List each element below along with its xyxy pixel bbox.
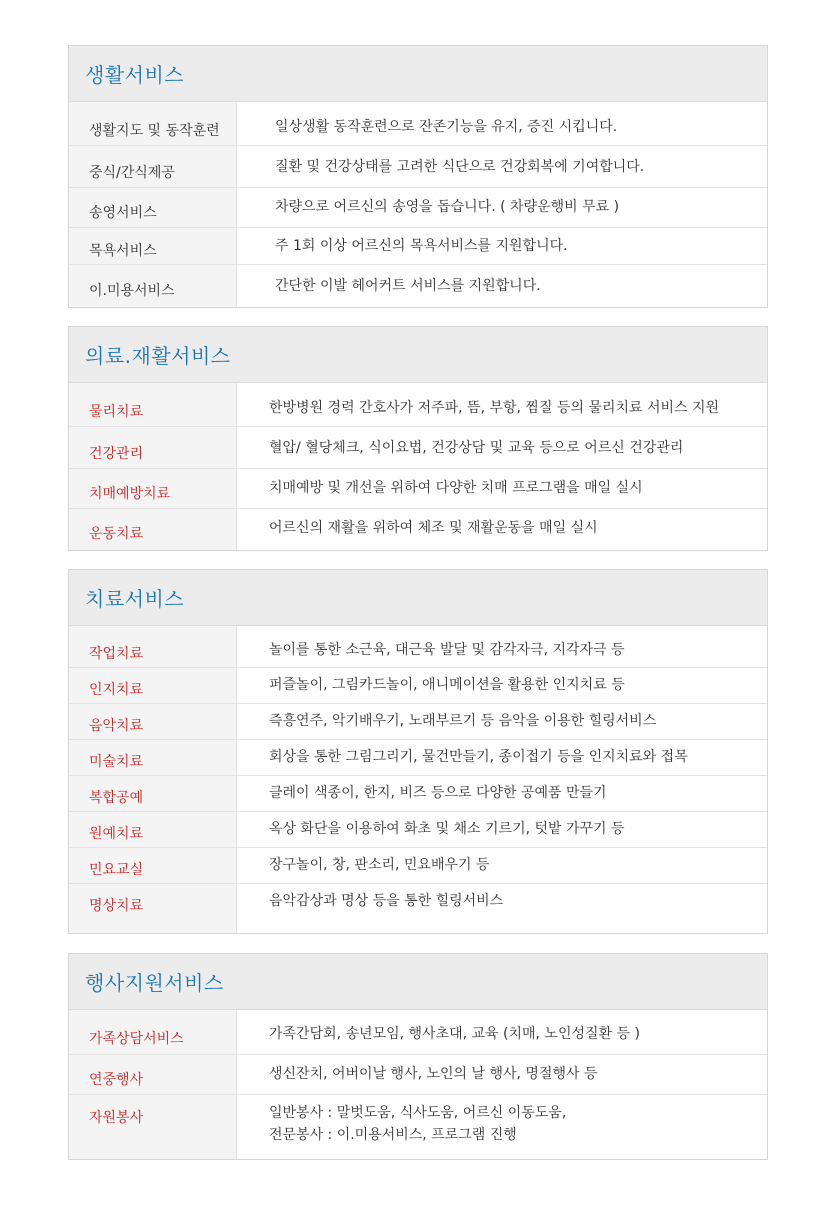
section-title: 의료.재활서비스 [85,344,231,368]
row-description: 어르신의 재활을 위하여 체조 및 재활운동을 매일 실시 [269,520,598,536]
section-title: 생활서비스 [85,63,185,87]
table-row [69,146,767,188]
row-description: 장구놀이, 창, 판소리, 민요배우기 등 [269,857,490,873]
row-description: 간단한 이발 헤어커트 서비스를 지원합니다. [275,278,541,294]
row-description: 한방병원 경력 간호사가 저주파, 뜸, 부항, 찜질 등의 물리치료 서비스 지원 [269,400,720,416]
section-header [69,954,767,1010]
table-row [69,102,767,146]
row-description: 차량으로 어르신의 송영을 돕습니다. ( 차량운행비 무료 ) [275,199,620,215]
row-label: 인지치료 [69,668,237,703]
table-row [69,265,767,307]
section-title: 행사지원서비스 [85,971,224,995]
table-row [69,884,767,933]
table-row [69,1055,767,1095]
row-description: 가족간담회, 송년모임, 행사초대, 교육 (치매, 노인성질환 등 ) [269,1026,640,1042]
section-therapy-services [68,569,768,934]
row-label: 자원봉사 [69,1095,237,1159]
row-label: 물리치료 [69,383,237,426]
table-row [69,509,767,550]
row-description: 질환 및 건강상태를 고려한 식단으로 건강회복에 기여합니다. [275,159,645,175]
row-description: 치매예방 및 개선을 위하여 다양한 치매 프로그램을 매일 실시 [269,480,643,496]
row-label: 운동치료 [69,509,237,550]
section-header [69,327,767,383]
row-description: 일반봉사 : 말벗도움, 식사도움, 어르신 이동도움, 전문봉사 : 이.미용서비스, 프로그램 진행 [269,1105,567,1143]
row-label: 치매예방치료 [69,469,237,508]
row-label: 미술치료 [69,740,237,775]
table-row [69,188,767,228]
row-description: 주 1회 이상 어르신의 목욕서비스를 지원합니다. [275,238,568,254]
row-description: 음악감상과 명상 등을 통한 힐링서비스 [269,893,504,909]
table-row [69,469,767,509]
row-label: 원예치료 [69,812,237,847]
row-description: 회상을 통한 그림그리기, 물건만들기, 종이접기 등을 인지치료와 접목 [269,749,688,765]
row-description: 퍼즐놀이, 그림카드놀이, 애니메이션을 활용한 인지치료 등 [269,677,625,693]
table-row [69,776,767,812]
table-row [69,740,767,776]
table-row [69,427,767,469]
table-row [69,1095,767,1159]
row-label: 민요교실 [69,848,237,883]
row-description: 생신잔치, 어버이날 행사, 노인의 날 행사, 명절행사 등 [269,1066,598,1082]
row-description: 즉흥연주, 악기배우기, 노래부르기 등 음악을 이용한 힐링서비스 [269,713,657,729]
row-description: 클레이 색종이, 한지, 비즈 등으로 다양한 공예품 만들기 [269,785,607,801]
row-label: 생활지도 및 동작훈련 [69,102,237,145]
row-label: 연중행사 [69,1055,237,1094]
section-medical-rehab-services [68,326,768,551]
section-header [69,46,767,102]
table-row [69,228,767,265]
row-description: 놀이를 통한 소근육, 대근육 발달 및 감각자극, 지각자극 등 [269,642,625,658]
row-description: 옥상 화단을 이용하여 화초 및 채소 기르기, 텃밭 가꾸기 등 [269,821,625,837]
section-title: 치료서비스 [85,587,185,611]
row-label: 건강관리 [69,427,237,468]
section-living-services [68,45,768,308]
table-row [69,704,767,740]
table-row [69,383,767,427]
section-header [69,570,767,626]
row-label: 작업치료 [69,626,237,667]
table-row [69,812,767,848]
row-label: 중식/간식제공 [69,146,237,187]
table-row [69,668,767,704]
table-row [69,626,767,668]
row-label: 송영서비스 [69,188,237,227]
table-row [69,848,767,884]
row-label: 음악치료 [69,704,237,739]
row-label: 가족상담서비스 [69,1010,237,1054]
row-label: 목욕서비스 [69,228,237,264]
row-label: 명상치료 [69,884,237,933]
row-description: 일상생활 동작훈련으로 잔존기능을 유지, 증진 시킵니다. [275,119,618,135]
row-label: 복합공예 [69,776,237,811]
section-event-support-services [68,953,768,1160]
row-label: 이.미용서비스 [69,265,237,307]
table-row [69,1010,767,1055]
row-description: 혈압/ 혈당체크, 식이요법, 건강상담 및 교육 등으로 어르신 건강관리 [269,440,684,456]
